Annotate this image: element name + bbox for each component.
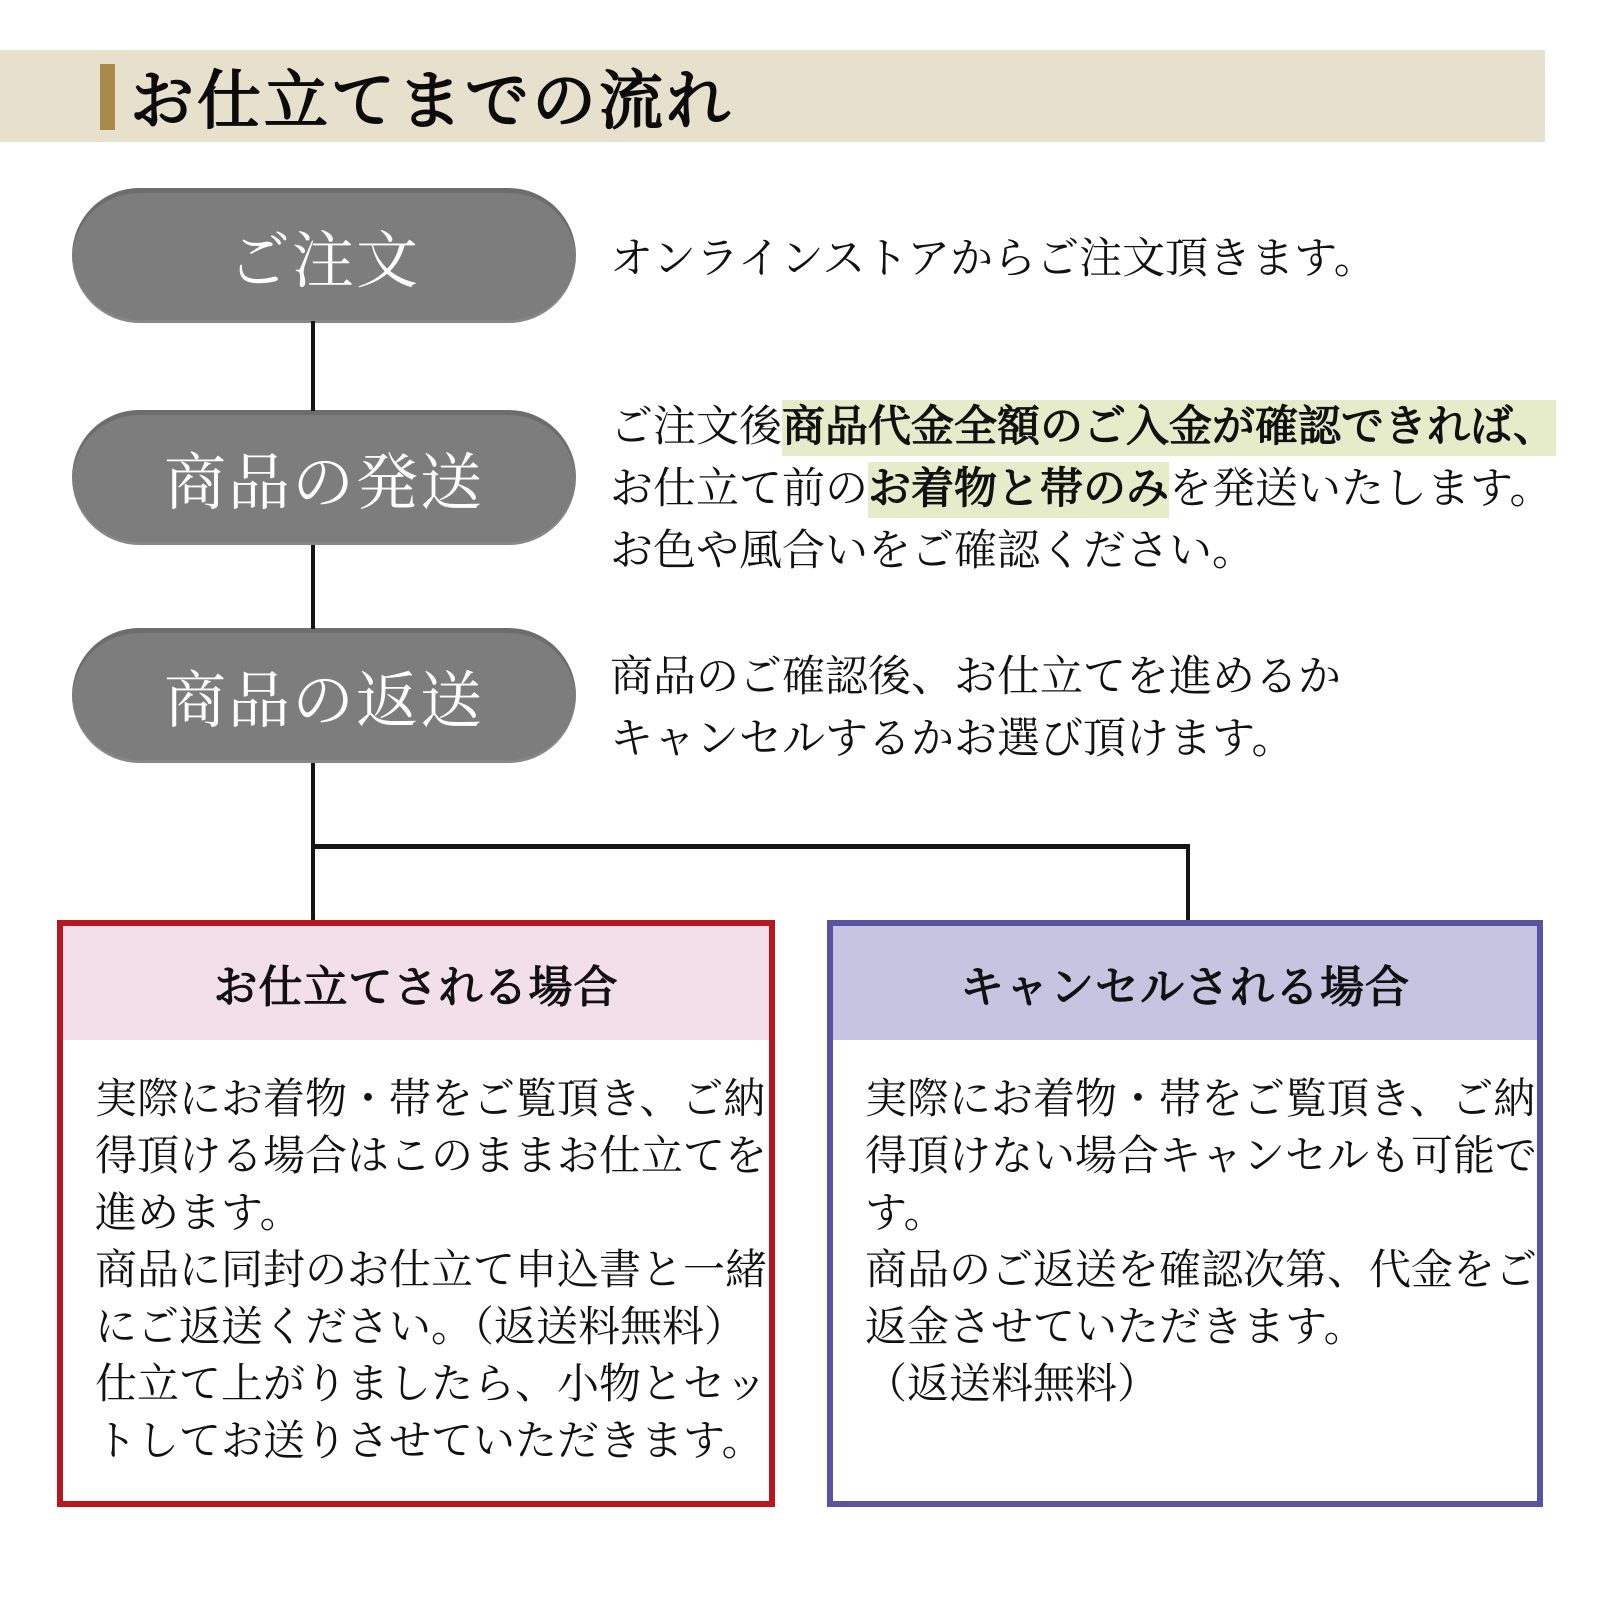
flow-step-label: 商品の返送 xyxy=(163,667,484,736)
flow-step-description-return: 商品のご確認後、お仕立てを進めるか キャンセルするかお選び頂けます。 xyxy=(610,653,1341,763)
branch-box-title: お仕立てされる場合 xyxy=(63,926,769,1040)
connector-line xyxy=(311,545,315,629)
flow-step-label: 商品の発送 xyxy=(163,449,484,518)
flow-step-description-shipping: ご注文後商品代金全額のご入金が確認できれば、 お仕立て前のお着物と帯のみを発送いたします。 お色や風合いをご確認ください。 xyxy=(610,396,1556,582)
accent-bar xyxy=(100,64,115,130)
branch-box-body: 実際にお着物・帯をご覧頂き、ご納 得頂ける場合はこのままお仕立てを 進めます。 商品に同封のお仕立て申込書と一緒 にご返送ください。（返送料無料） 仕立て上がりましたら、小物とセッ トしてお送りさせていただきます。 xyxy=(95,1075,768,1464)
flow-step-label: ご注文 xyxy=(227,227,420,296)
page-header xyxy=(0,50,1545,142)
branch-connector-line xyxy=(311,844,1190,849)
page-title: お仕立てまでの流れ xyxy=(130,66,733,137)
branch-box-title: キャンセルされる場合 xyxy=(833,926,1537,1040)
flow-step-pill-return xyxy=(72,628,576,763)
branch-box-body: 実際にお着物・帯をご覧頂き、ご納 得頂けない場合キャンセルも可能で す。 商品のご返送を確認次第、代金をご 返金させていただきます。 （返送料無料） xyxy=(865,1075,1538,1407)
branch-box-cancel xyxy=(827,920,1543,1507)
flow-step-pill-shipping xyxy=(72,410,576,545)
flow-step-pill-order xyxy=(72,188,576,323)
connector-line xyxy=(311,321,315,411)
branch-box-tailoring xyxy=(57,920,775,1507)
connector-line xyxy=(311,763,315,846)
connector-line xyxy=(1186,848,1190,920)
flow-step-description-order: オンラインストアからご注文頂きます。 xyxy=(610,235,1377,283)
connector-line xyxy=(311,848,315,920)
